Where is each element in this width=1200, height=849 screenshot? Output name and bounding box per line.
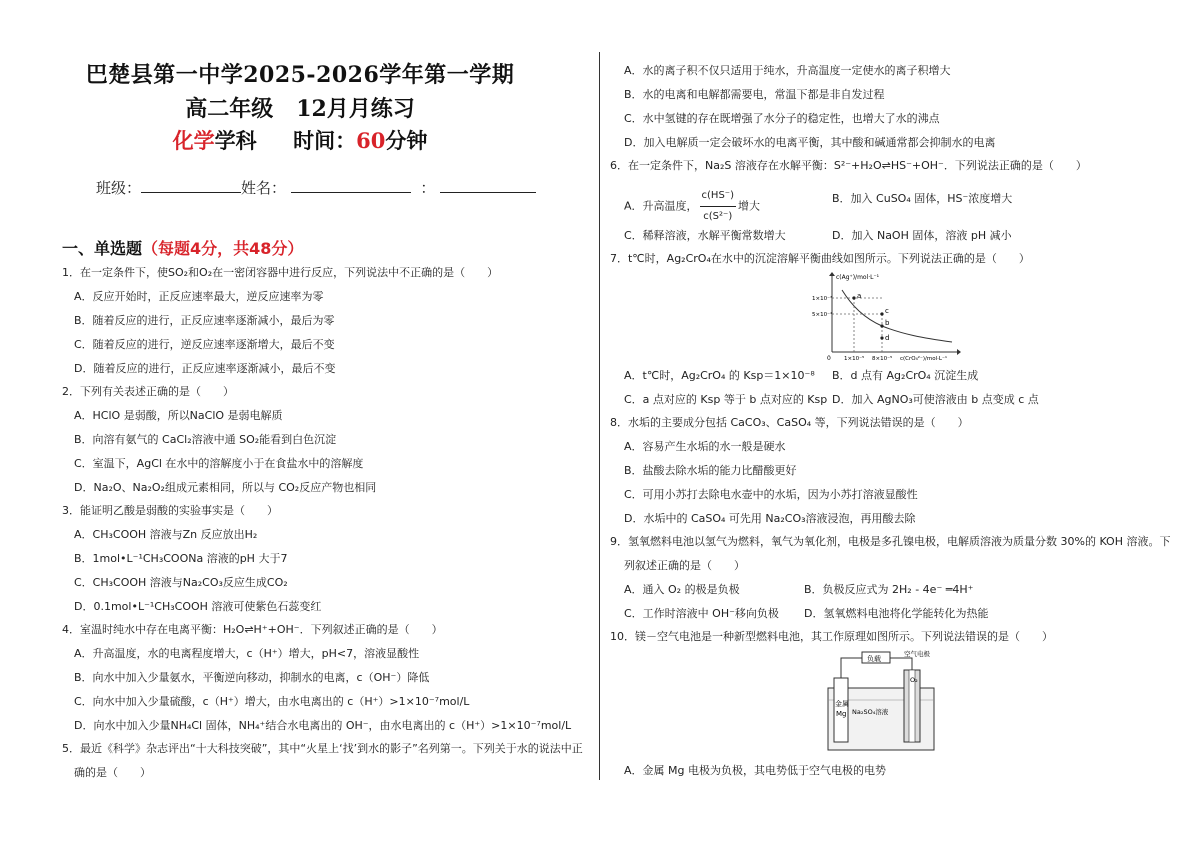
solution-label: Na₂SO₄溶液 — [852, 708, 889, 716]
section-heading — [62, 236, 303, 259]
option-2c[interactable]: C．室温下，AgCl 在水中的溶解度小于在食盐水中的溶解度 — [74, 457, 364, 470]
label-b: b — [885, 319, 890, 327]
option-10a[interactable]: A．金属 Mg 电极为负极，其电势低于空气电极的电势 — [624, 764, 886, 777]
metal-label: 金属 — [835, 700, 849, 708]
school-title: 巴楚县第一中学2025-2026学年第一学期 — [85, 62, 515, 88]
option-2d[interactable]: D．Na₂O、Na₂O₂组成元素相同，所以与 CO₂反应产物也相同 — [74, 481, 377, 494]
question-9: 9．氢氧燃料电池以氢气为燃料，氧气为氧化剂，电极是多孔镍电极，电解质溶液为质量分数 30%的 KOH 溶液。下 — [610, 535, 1171, 548]
question-6: 6．在一定条件下，Na₂S 溶液存在水解平衡：S²⁻+H₂O⇌HS⁻+OH⁻．下列说法正确的是（ ） — [610, 159, 1087, 172]
option-5b[interactable]: B．水的电离和电解都需要电，常温下都是非自发过程 — [624, 88, 885, 101]
option-6b[interactable]: B．加入 CuSO₄ 固体，HS⁻浓度增大 — [832, 192, 1013, 205]
question-10: 10．镁－空气电池是一种新型燃料电池，其工作原理如图所示。下列说法错误的是（ ） — [610, 630, 1053, 643]
option-3d[interactable]: D．0.1mol•L⁻¹CH₃COOH 溶液可使紫色石蕊变红 — [74, 600, 322, 613]
air-electrode-label: 空气电极 — [904, 650, 930, 658]
question-7: 7．t℃时，Ag₂CrO₄在水中的沉淀溶解平衡曲线如图所示。下列说法正确的是（ ） — [610, 252, 1030, 265]
solubility-curve-figure — [812, 270, 962, 362]
question-9-cont: 列叙述正确的是（ ） — [624, 559, 745, 572]
point-a — [852, 296, 855, 299]
option-6c[interactable]: C．稀释溶液，水解平衡常数增大 — [624, 229, 786, 242]
question-5-cont: 确的是（ ） — [74, 766, 151, 779]
option-8c[interactable]: C．可用小苏打去除电水壶中的水垢，因为小苏打溶液显酸性 — [624, 488, 918, 501]
extra-colon: ： — [420, 179, 436, 197]
option-9d[interactable]: D．氢氧燃料电池将化学能转化为热能 — [804, 607, 989, 620]
option-3b[interactable]: B．1mol•L⁻¹CH₃COONa 溶液的pH 大于7 — [74, 552, 288, 565]
option-6a-post: 增大 — [737, 199, 760, 213]
option-3a[interactable]: A．CH₃COOH 溶液与Zn 反应放出H₂ — [74, 528, 258, 541]
x-axis-arrow — [957, 349, 961, 355]
option-2b[interactable]: B．向溶有氨气的 CaCl₂溶液中通 SO₂能看到白色沉淀 — [74, 433, 337, 446]
name-field[interactable] — [291, 178, 411, 193]
option-1a[interactable]: A．反应开始时，正反应速率最大，逆反应速率为零 — [74, 290, 324, 303]
option-9c[interactable]: C．工作时溶液中 OH⁻移向负极 — [624, 607, 779, 620]
option-2a[interactable]: A．HClO 是弱酸，所以NaClO 是弱电解质 — [74, 409, 283, 422]
section-note: （每题4分，共48分） — [142, 239, 304, 258]
exam-name: 12月月练习 — [296, 96, 415, 122]
subject-name: 化学 — [172, 128, 215, 153]
mg-label: Mg — [836, 710, 847, 718]
option-8a[interactable]: A．容易产生水垢的水一般是硬水 — [624, 440, 786, 453]
option-7c[interactable]: C．a 点对应的 Ksp 等于 b 点对应的 Ksp — [624, 393, 828, 406]
section-title: 一、单选题 — [62, 239, 143, 258]
y-axis-arrow — [829, 272, 835, 276]
option-3c[interactable]: C．CH₃COOH 溶液与Na₂CO₃反应生成CO₂ — [74, 576, 288, 589]
point-c — [880, 312, 883, 315]
y-axis-label: c(Ag⁺)/mol·L⁻¹ — [836, 274, 880, 281]
option-1d[interactable]: D．随着反应的进行，正反应速率逐渐减小，最后不变 — [74, 362, 336, 375]
option-5d[interactable]: D．加入电解质一定会破坏水的电离平衡，其中酸和碱通常都会抑制水的电离 — [624, 136, 996, 149]
option-1c[interactable]: C．随着反应的进行，逆反应速率逐渐增大，最后不变 — [74, 338, 335, 351]
option-4a[interactable]: A．升高温度，水的电离程度增大，c（H⁺）增大，pH<7，溶液显酸性 — [74, 647, 420, 660]
option-5c[interactable]: C．水中氢键的存在既增强了水分子的稳定性，也增大了水的沸点 — [624, 112, 940, 125]
student-info — [96, 177, 536, 198]
column-divider — [599, 52, 600, 780]
option-7a[interactable]: A．t℃时，Ag₂CrO₄ 的 Ksp＝1×10⁻⁸ — [624, 369, 815, 382]
option-7d[interactable]: D．加入 AgNO₃可使溶液由 b 点变成 c 点 — [832, 393, 1039, 406]
option-4d[interactable]: D．向水中加入少量NH₄Cl 固体，NH₄⁺结合水电离出的 OH⁻，由水电离出的 c（H⁺）>1×10⁻⁷mol/L — [74, 719, 572, 732]
class-label: 班级： — [96, 179, 142, 197]
extra-field[interactable] — [440, 178, 536, 193]
y-tick-1: 1×10⁻³ — [812, 296, 833, 302]
option-7b[interactable]: B．d 点有 Ag₂CrO₄ 沉淀生成 — [832, 369, 979, 382]
option-6d[interactable]: D．加入 NaOH 固体，溶液 pH 减小 — [832, 229, 1012, 242]
x-tick-2: 8×10⁻⁵ — [872, 356, 893, 362]
x-axis-label: c(CrO₄²⁻)/mol·L⁻¹ — [900, 356, 948, 362]
question-4: 4．室温时纯水中存在电离平衡：H₂O⇌H⁺+OH⁻．下列叙述正确的是（ ） — [62, 623, 443, 636]
time-unit: 分钟 — [385, 128, 428, 153]
name-label: 姓名： — [241, 179, 287, 197]
label-a: a — [857, 292, 862, 300]
subject-suffix: 学科 — [214, 128, 257, 153]
question-8: 8．水垢的主要成分包括 CaCO₃、CaSO₄ 等，下列说法错误的是（ ） — [610, 416, 969, 429]
question-3: 3．能证明乙酸是弱酸的实验事实是（ ） — [62, 504, 278, 517]
label-d: d — [885, 334, 890, 342]
subject-line — [0, 125, 600, 155]
ratio-fraction — [700, 186, 736, 227]
o2-label: O₂ — [910, 676, 918, 684]
exam-title — [0, 92, 600, 123]
load-label: 负载 — [867, 655, 881, 663]
point-d — [880, 336, 883, 339]
option-4c[interactable]: C．向水中加入少量硫酸，c（H⁺）增大，由水电离出的 c（H⁺）>1×10⁻⁷mol/L — [74, 695, 470, 708]
option-1b[interactable]: B．随着反应的进行，正反应速率逐渐减小，最后为零 — [74, 314, 335, 327]
point-b — [880, 324, 883, 327]
time-value: 60 — [356, 128, 386, 153]
option-6a-pre: A．升高温度， — [624, 199, 698, 213]
option-9b[interactable]: B．负极反应式为 2H₂ - 4e⁻ ═4H⁺ — [804, 583, 974, 596]
label-c: c — [885, 307, 889, 315]
option-4b[interactable]: B．向水中加入少量氨水，平衡逆向移动，抑制水的电离，c（OH⁻）降低 — [74, 671, 430, 684]
grade: 高二年级 — [185, 96, 274, 122]
option-8d[interactable]: D．水垢中的 CaSO₄ 可先用 Na₂CO₃溶液浸泡，再用酸去除 — [624, 512, 916, 525]
class-field[interactable] — [141, 178, 241, 193]
ratio-denominator: c(S²⁻) — [703, 211, 733, 222]
question-2: 2．下列有关表述正确的是（ ） — [62, 385, 234, 398]
option-5a[interactable]: A．水的离子积不仅只适用于纯水，升高温度一定使水的离子积增大 — [624, 64, 951, 77]
x-tick-1: 1×10⁻⁵ — [844, 356, 865, 362]
y-tick-2: 5×10⁻⁴ — [812, 312, 833, 318]
time-label: 时间： — [293, 128, 357, 153]
question-1: 1．在一定条件下，使SO₂和O₂在一密闭容器中进行反应，下列说法中不正确的是（ ） — [62, 266, 499, 279]
ratio-numerator: c(HS⁻) — [700, 186, 736, 207]
option-9a[interactable]: A．通入 O₂ 的极是负极 — [624, 583, 740, 596]
option-8b[interactable]: B．盐酸去除水垢的能力比醋酸更好 — [624, 464, 797, 477]
origin-label: 0 — [827, 355, 831, 362]
question-5: 5．最近《科学》杂志评出“十大科技突破”，其中“火星上‘找’到水的影子”名列第一。下列关于水的说法中正 — [62, 742, 583, 755]
mg-air-cell-figure — [826, 648, 938, 752]
option-6a[interactable] — [624, 186, 760, 227]
